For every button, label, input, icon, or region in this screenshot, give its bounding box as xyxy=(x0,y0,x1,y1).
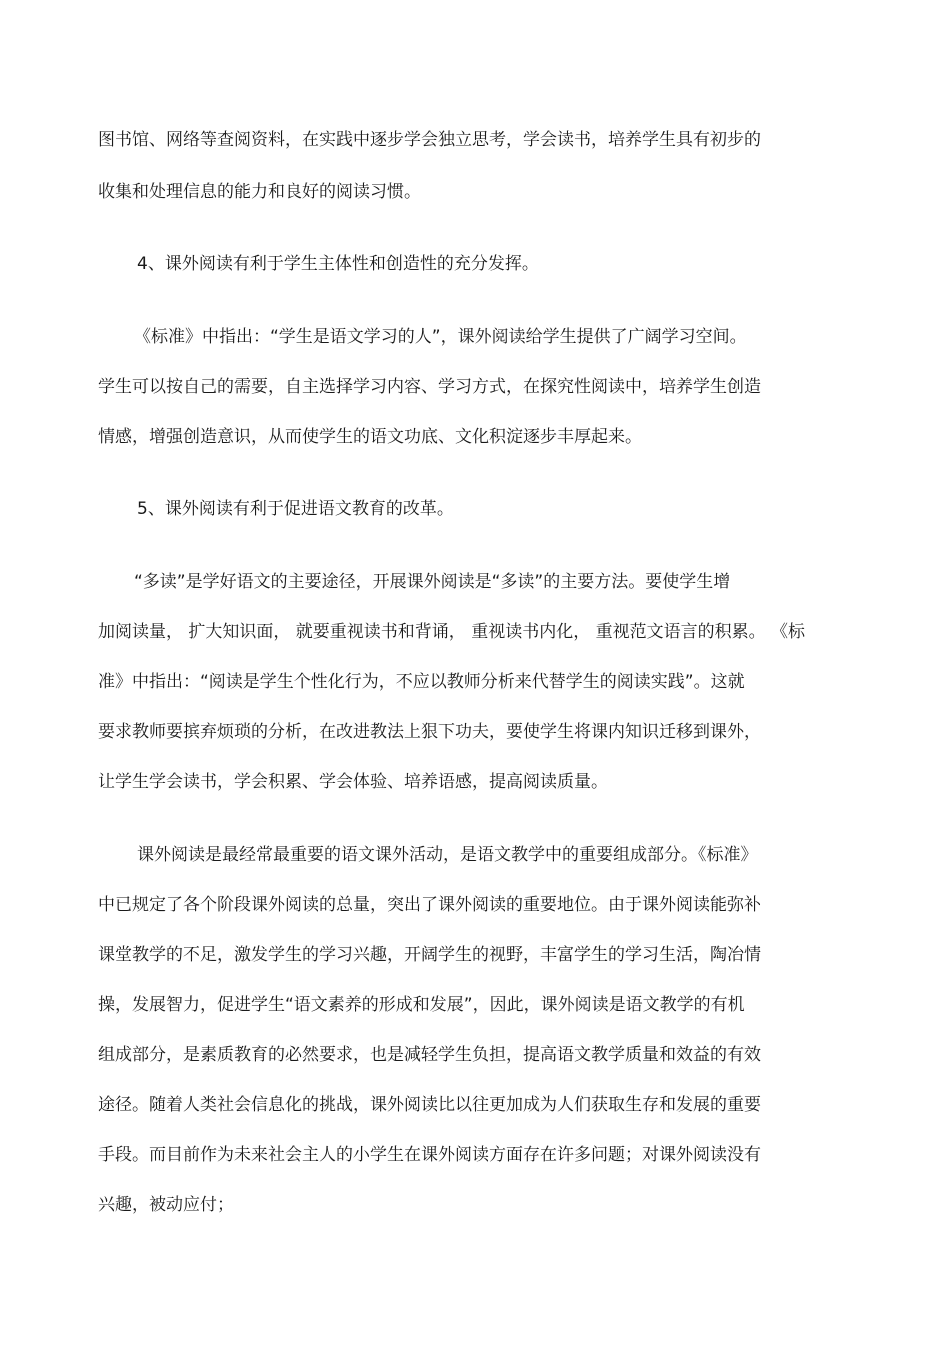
text-line: 情感，增强创造意识，从而使学生的语文功底、文化积淀逐步丰厚起来。 xyxy=(98,427,642,447)
text-line: 课外阅读是最经常最重要的语文课外活动，是语文教学中的重要组成部分。《标准》 xyxy=(137,845,758,865)
text-line: 加阅读量， 扩大知识面， 就要重视读书和背诵， 重视读书内化， 重视范文语言的积累。 《标 xyxy=(98,622,806,642)
text-line: 操，发展智力，促进学生“语文素养的形成和发展”，因此，课外阅读是语文教学的有机 xyxy=(98,995,745,1015)
text-line: 手段。而目前作为未来社会主人的小学生在课外阅读方面存在许多问题；对课外阅读没有 xyxy=(98,1145,761,1165)
text-line: 《标准》中指出：“学生是语文学习的人”，课外阅读给学生提供了广阔学习空间。 xyxy=(134,327,747,347)
text-line: 准》中指出：“阅读是学生个性化行为，不应以教师分析来代替学生的阅读实践”。这就 xyxy=(98,672,745,692)
text-line: 兴趣，被动应付； xyxy=(98,1195,234,1215)
text-line: 学生可以按自己的需要，自主选择学习内容、学习方式，在探究性阅读中，培养学生创造 xyxy=(98,377,761,397)
text-line: 收集和处理信息的能力和良好的阅读习惯。 xyxy=(98,182,421,202)
text-line: 组成部分，是素质教育的必然要求，也是减轻学生负担，提高语文教学质量和效益的有效 xyxy=(98,1045,761,1065)
text-line: 要求教师要摈弃烦琐的分析，在改进教法上狠下功夫，要使学生将课内知识迁移到课外， xyxy=(98,722,761,742)
text-line: “多读”是学好语文的主要途径，开展课外阅读是“多读”的主要方法。要使学生增 xyxy=(134,572,731,592)
text-line: 图书馆、网络等查阅资料，在实践中逐步学会独立思考，学会读书，培养学生具有初步的 xyxy=(98,130,761,150)
text-line: 中已规定了各个阶段课外阅读的总量，突出了课外阅读的重要地位。由于课外阅读能弥补 xyxy=(98,895,761,915)
text-line: 课堂教学的不足，激发学生的学习兴趣，开阔学生的视野，丰富学生的学习生活，陶冶情 xyxy=(98,945,761,965)
section-heading: 5、课外阅读有利于促进语文教育的改革。 xyxy=(137,499,454,519)
text-line: 让学生学会读书，学会积累、学会体验、培养语感，提高阅读质量。 xyxy=(98,772,608,792)
section-heading: 4、课外阅读有利于学生主体性和创造性的充分发挥。 xyxy=(137,254,539,274)
text-line: 途径。随着人类社会信息化的挑战，课外阅读比以往更加成为人们获取生存和发展的重要 xyxy=(98,1095,761,1115)
